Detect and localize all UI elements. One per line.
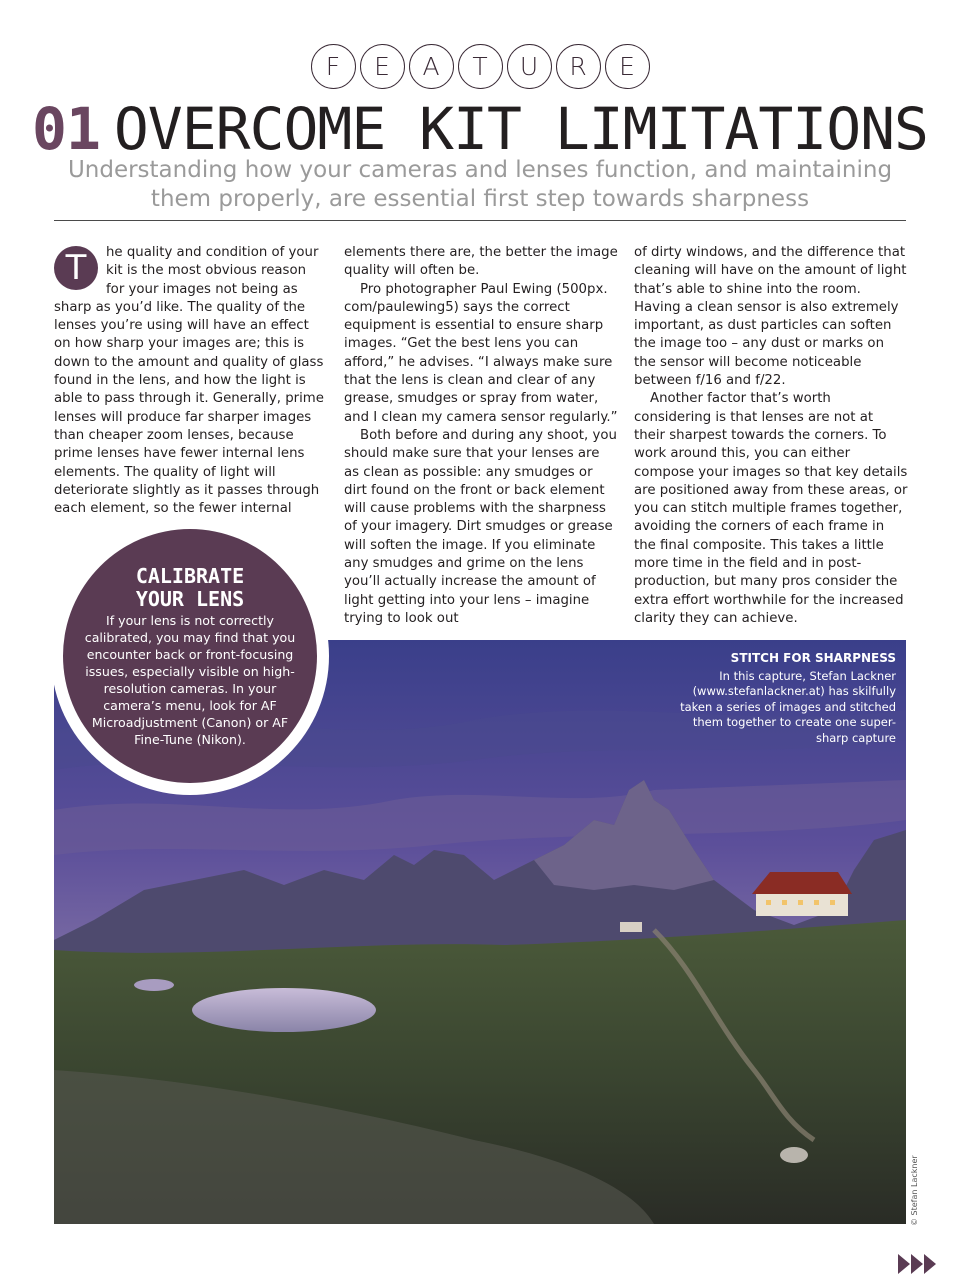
rock [780,1147,808,1163]
headline-number: 01 [32,95,100,163]
body-column-3 [634,244,908,628]
small-building [620,922,642,932]
feature-kicker [0,44,960,89]
next-page-arrows-icon[interactable] [898,1252,938,1276]
small-lake [134,979,174,991]
body-column-1 [54,244,328,518]
tip-title [63,565,317,611]
lake [192,988,376,1032]
body-column-2 [344,244,618,628]
caption-body: In this capture, Stefan Lackner (www.stefanlackner.at) has skilfully taken a series of images and stitched them together to create one super-sharp capture [680,668,896,745]
kicker-letter: U [507,44,552,89]
kicker-letter: A [409,44,454,89]
kicker-letter: E [360,44,405,89]
body-paragraph: Pro photographer Paul Ewing (500px. com/paulewing5) says the correct equipment is essential to ensure sharp images. “Get the best lens you can afford,” he advises. “I always make sure that the lens is clean and clear of any grease, smudges or spray from water, and I clean my camera sensor regularly.” [344,281,618,425]
headline-title: OVERCOME KIT LIMITATIONS [113,95,928,163]
body-paragraph: Both before and during any shoot, you should make sure that your lenses are as clean as possible: any smudges or dirt found on the front or back element will cause problems with the sharpness of your imagery. Dirt smudges or grease will soften the image. If you eliminate any smudges and grime on the lens you’ll actually increase the amount of light getting into your lens – imagine trying to look out [344,427,617,626]
body-paragraph: of dirty windows, and the difference that cleaning will have on the amount of light that’s able to shine into the room. Having a clean sensor is also extremely important, as dust particles can soften the image too – any dust or marks on the sensor will become noticeable between f/16 and f/22. [634,245,907,389]
standfirst: Understanding how your cameras and lenses function, and maintaining them properly, are essential first step towards sharpness [67,157,893,212]
tip-title-line: YOUR LENS [135,587,245,611]
drop-cap: T [54,246,98,290]
page-title [0,97,960,161]
caption-title: STITCH FOR SHARPNESS [730,651,896,665]
kicker-letter: T [458,44,503,89]
body-paragraph: Another factor that’s worth considering is that lenses are not at their sharpest towards the corners. To work around this, you can either compose your images so that key details are positioned away from these areas, or you can stitch multiple frames together, avoiding the corners of each frame in the final composite. This takes a little more time in the field and in post-production, but many pros consider the extra effort worthwhile for the increased clarity they can achieve. [634,391,908,626]
divider [54,220,906,221]
body-paragraph: he quality and condition of your kit is the most obvious reason for your images not being as sharp as you’d like. The quality of the lenses you’re using will have an effect on how sharp your images are; this is down to the amount and quality of glass found in the lens, and how the light is able to pass through it. Generally, prime lenses will produce far sharper images than cheaper zoom lenses, because prime lenses have fewer internal lens elements. The quality of light will deteriorate slightly as it passes through each element, so the fewer internal [54,245,324,517]
kicker-letter: R [556,44,601,89]
tip-circle [63,529,317,783]
kicker-letter: E [605,44,650,89]
kicker-letter: F [311,44,356,89]
photo-caption [666,651,896,746]
tip-body: If your lens is not correctly calibrated, you may find that you encounter back or front-focusing issues, especially visible on high-resolution cameras. In your camera’s menu, look for AF Microadjustment (Canon) or AF Fine-Tune (Nikon). [84,613,296,747]
photo-credit: © Stefan Lackner [910,1155,919,1226]
mountain-hut [752,872,852,916]
body-paragraph: elements there are, the better the image quality will often be. [344,245,618,279]
tip-title-line: CALIBRATE [135,564,245,588]
